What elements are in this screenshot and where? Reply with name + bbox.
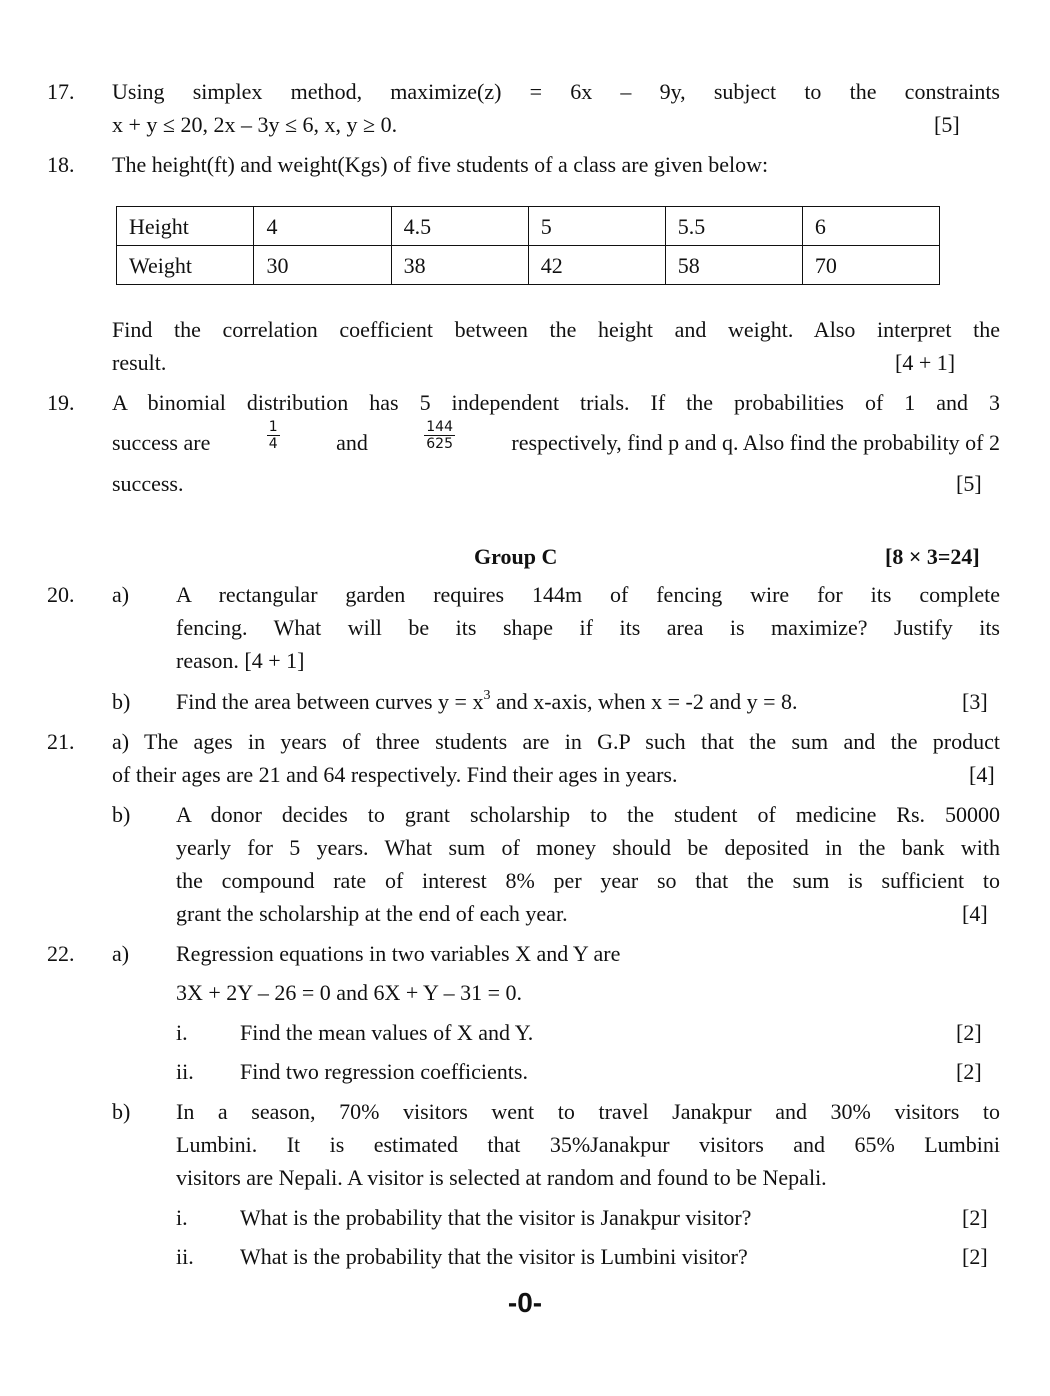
table-cell: 5	[528, 207, 665, 246]
question-number: 18.	[47, 152, 75, 177]
subpart-label: a)	[112, 582, 130, 607]
fraction-144-625	[424, 419, 455, 467]
subpart-label: b)	[112, 802, 131, 827]
text-line: grant the scholarship at the end of each year.	[176, 901, 568, 926]
question-text	[176, 1095, 1000, 1194]
text-line: the compound rate of interest 8% per year so that the sum is sufficient to	[176, 868, 1000, 893]
question-number: 21.	[47, 729, 75, 754]
text-line: A binomial distribution has 5 independent trials. If the probabilities of 1 and 3	[112, 390, 1000, 415]
text-line: result.	[112, 350, 167, 375]
height-weight-table	[116, 206, 940, 285]
text-line: success.	[112, 471, 184, 496]
marks-label: [3]	[962, 689, 988, 714]
question-number: 22.	[47, 941, 75, 966]
marks-label: [5]	[956, 471, 982, 496]
numerator: 1	[268, 419, 278, 435]
marks-label: [5]	[934, 112, 960, 137]
question-text	[112, 313, 1000, 379]
table-cell: 5.5	[665, 207, 802, 246]
marks-label: [4]	[962, 901, 988, 926]
text-line: A donor decides to grant scholarship to the student of medicine Rs. 50000	[176, 802, 1000, 827]
marks-label: [2]	[956, 1059, 982, 1084]
table-row	[117, 246, 940, 285]
text-line: What is the probability that the visitor is Lumbini visitor?	[240, 1244, 748, 1269]
text-line: fencing. What will be its shape if its area is maximize? Justify its	[176, 615, 1000, 640]
question-number: 19.	[47, 390, 75, 415]
group-marks: [8 × 3=24]	[885, 544, 980, 569]
text-line	[176, 685, 1000, 718]
denominator: 625	[426, 436, 453, 452]
text-line: reason. [4 + 1]	[176, 648, 305, 673]
marks-label: [4]	[969, 762, 995, 787]
item-text	[240, 1055, 1000, 1088]
table-cell: 38	[391, 246, 528, 285]
text-fragment: and x-axis, when x = -2 and y = 8.	[490, 689, 798, 714]
text-line: Regression equations in two variables X and Y are	[176, 941, 621, 966]
marks-label: [2]	[962, 1244, 988, 1269]
subpart-label: a)	[112, 941, 130, 966]
text-line: Lumbini. It is estimated that 35%Janakpur visitors and 65% Lumbini	[176, 1132, 1000, 1157]
question-text	[112, 725, 1000, 791]
table-cell: 4	[254, 207, 391, 246]
subpart-label: b)	[112, 1099, 131, 1124]
text-line: The height(ft) and weight(Kgs) of five students of a class are given below:	[112, 152, 769, 177]
page-number: -0-	[507, 1287, 543, 1318]
text-fragment: and	[336, 430, 368, 455]
text-line: 3X + 2Y – 26 = 0 and 6X + Y – 31 = 0.	[176, 980, 522, 1005]
text-line: Find the correlation coefficient between the height and weight. Also interpret the	[112, 317, 1000, 342]
item-label: ii.	[176, 1059, 194, 1084]
table-row	[117, 207, 940, 246]
item-label: i.	[176, 1205, 188, 1230]
text-line: Find two regression coefficients.	[240, 1059, 528, 1084]
text-line: Using simplex method, maximize(z) = 6x – 9y, subject to the constraints	[112, 79, 1000, 104]
question-text	[112, 148, 1000, 181]
text-line: A rectangular garden requires 144m of fencing wire for its complete	[176, 582, 1000, 607]
question-text	[176, 798, 1000, 930]
exponent: 3	[483, 688, 491, 703]
subpart-label: b)	[112, 689, 131, 714]
text-line: x + y ≤ 20, 2x – 3y ≤ 6, x, y ≥ 0.	[112, 112, 398, 137]
item-label: i.	[176, 1020, 188, 1045]
text-line: In a season, 70% visitors went to travel Janakpur and 30% visitors to	[176, 1099, 1000, 1124]
marks-label: [2]	[956, 1020, 982, 1045]
question-text	[176, 937, 1000, 1009]
table-cell: 58	[665, 246, 802, 285]
marks-label: [2]	[962, 1205, 988, 1230]
question-number: 17.	[47, 79, 75, 104]
text-line: visitors are Nepali. A visitor is selected at random and found to be Nepali.	[176, 1165, 827, 1190]
text-fragment: respectively, find p and q. Also find the probability of 2	[511, 430, 1000, 455]
question-text	[176, 685, 1000, 718]
question-text	[176, 578, 1000, 677]
text-line	[112, 419, 1000, 467]
table-cell: Weight	[117, 246, 254, 285]
text-fragment: Find the area between curves y = x	[176, 689, 484, 714]
table-cell: 30	[254, 246, 391, 285]
question-number: 20.	[47, 582, 75, 607]
text-fragment: success are	[112, 430, 211, 455]
question-text	[112, 75, 1000, 141]
fraction-one-quarter	[267, 419, 280, 467]
item-label: ii.	[176, 1244, 194, 1269]
numerator: 144	[426, 419, 453, 435]
item-text	[240, 1016, 1000, 1049]
text-line: yearly for 5 years. What sum of money should be deposited in the bank with	[176, 835, 1000, 860]
marks-label: [4 + 1]	[895, 350, 956, 375]
table-cell: 6	[802, 207, 939, 246]
text-line: a) The ages in years of three students are in G.P such that the sum and the product	[112, 729, 1000, 754]
item-text	[240, 1240, 1000, 1273]
table-cell: Height	[117, 207, 254, 246]
question-text	[112, 386, 1000, 500]
item-text	[240, 1201, 1000, 1234]
text-line: Find the mean values of X and Y.	[240, 1020, 534, 1045]
group-title: Group C	[474, 544, 558, 569]
table-cell: 4.5	[391, 207, 528, 246]
text-line: What is the probability that the visitor is Janakpur visitor?	[240, 1205, 752, 1230]
table-cell: 42	[528, 246, 665, 285]
table-cell: 70	[802, 246, 939, 285]
denominator: 4	[268, 436, 278, 452]
text-line: of their ages are 21 and 64 respectively. Find their ages in years.	[112, 762, 678, 787]
